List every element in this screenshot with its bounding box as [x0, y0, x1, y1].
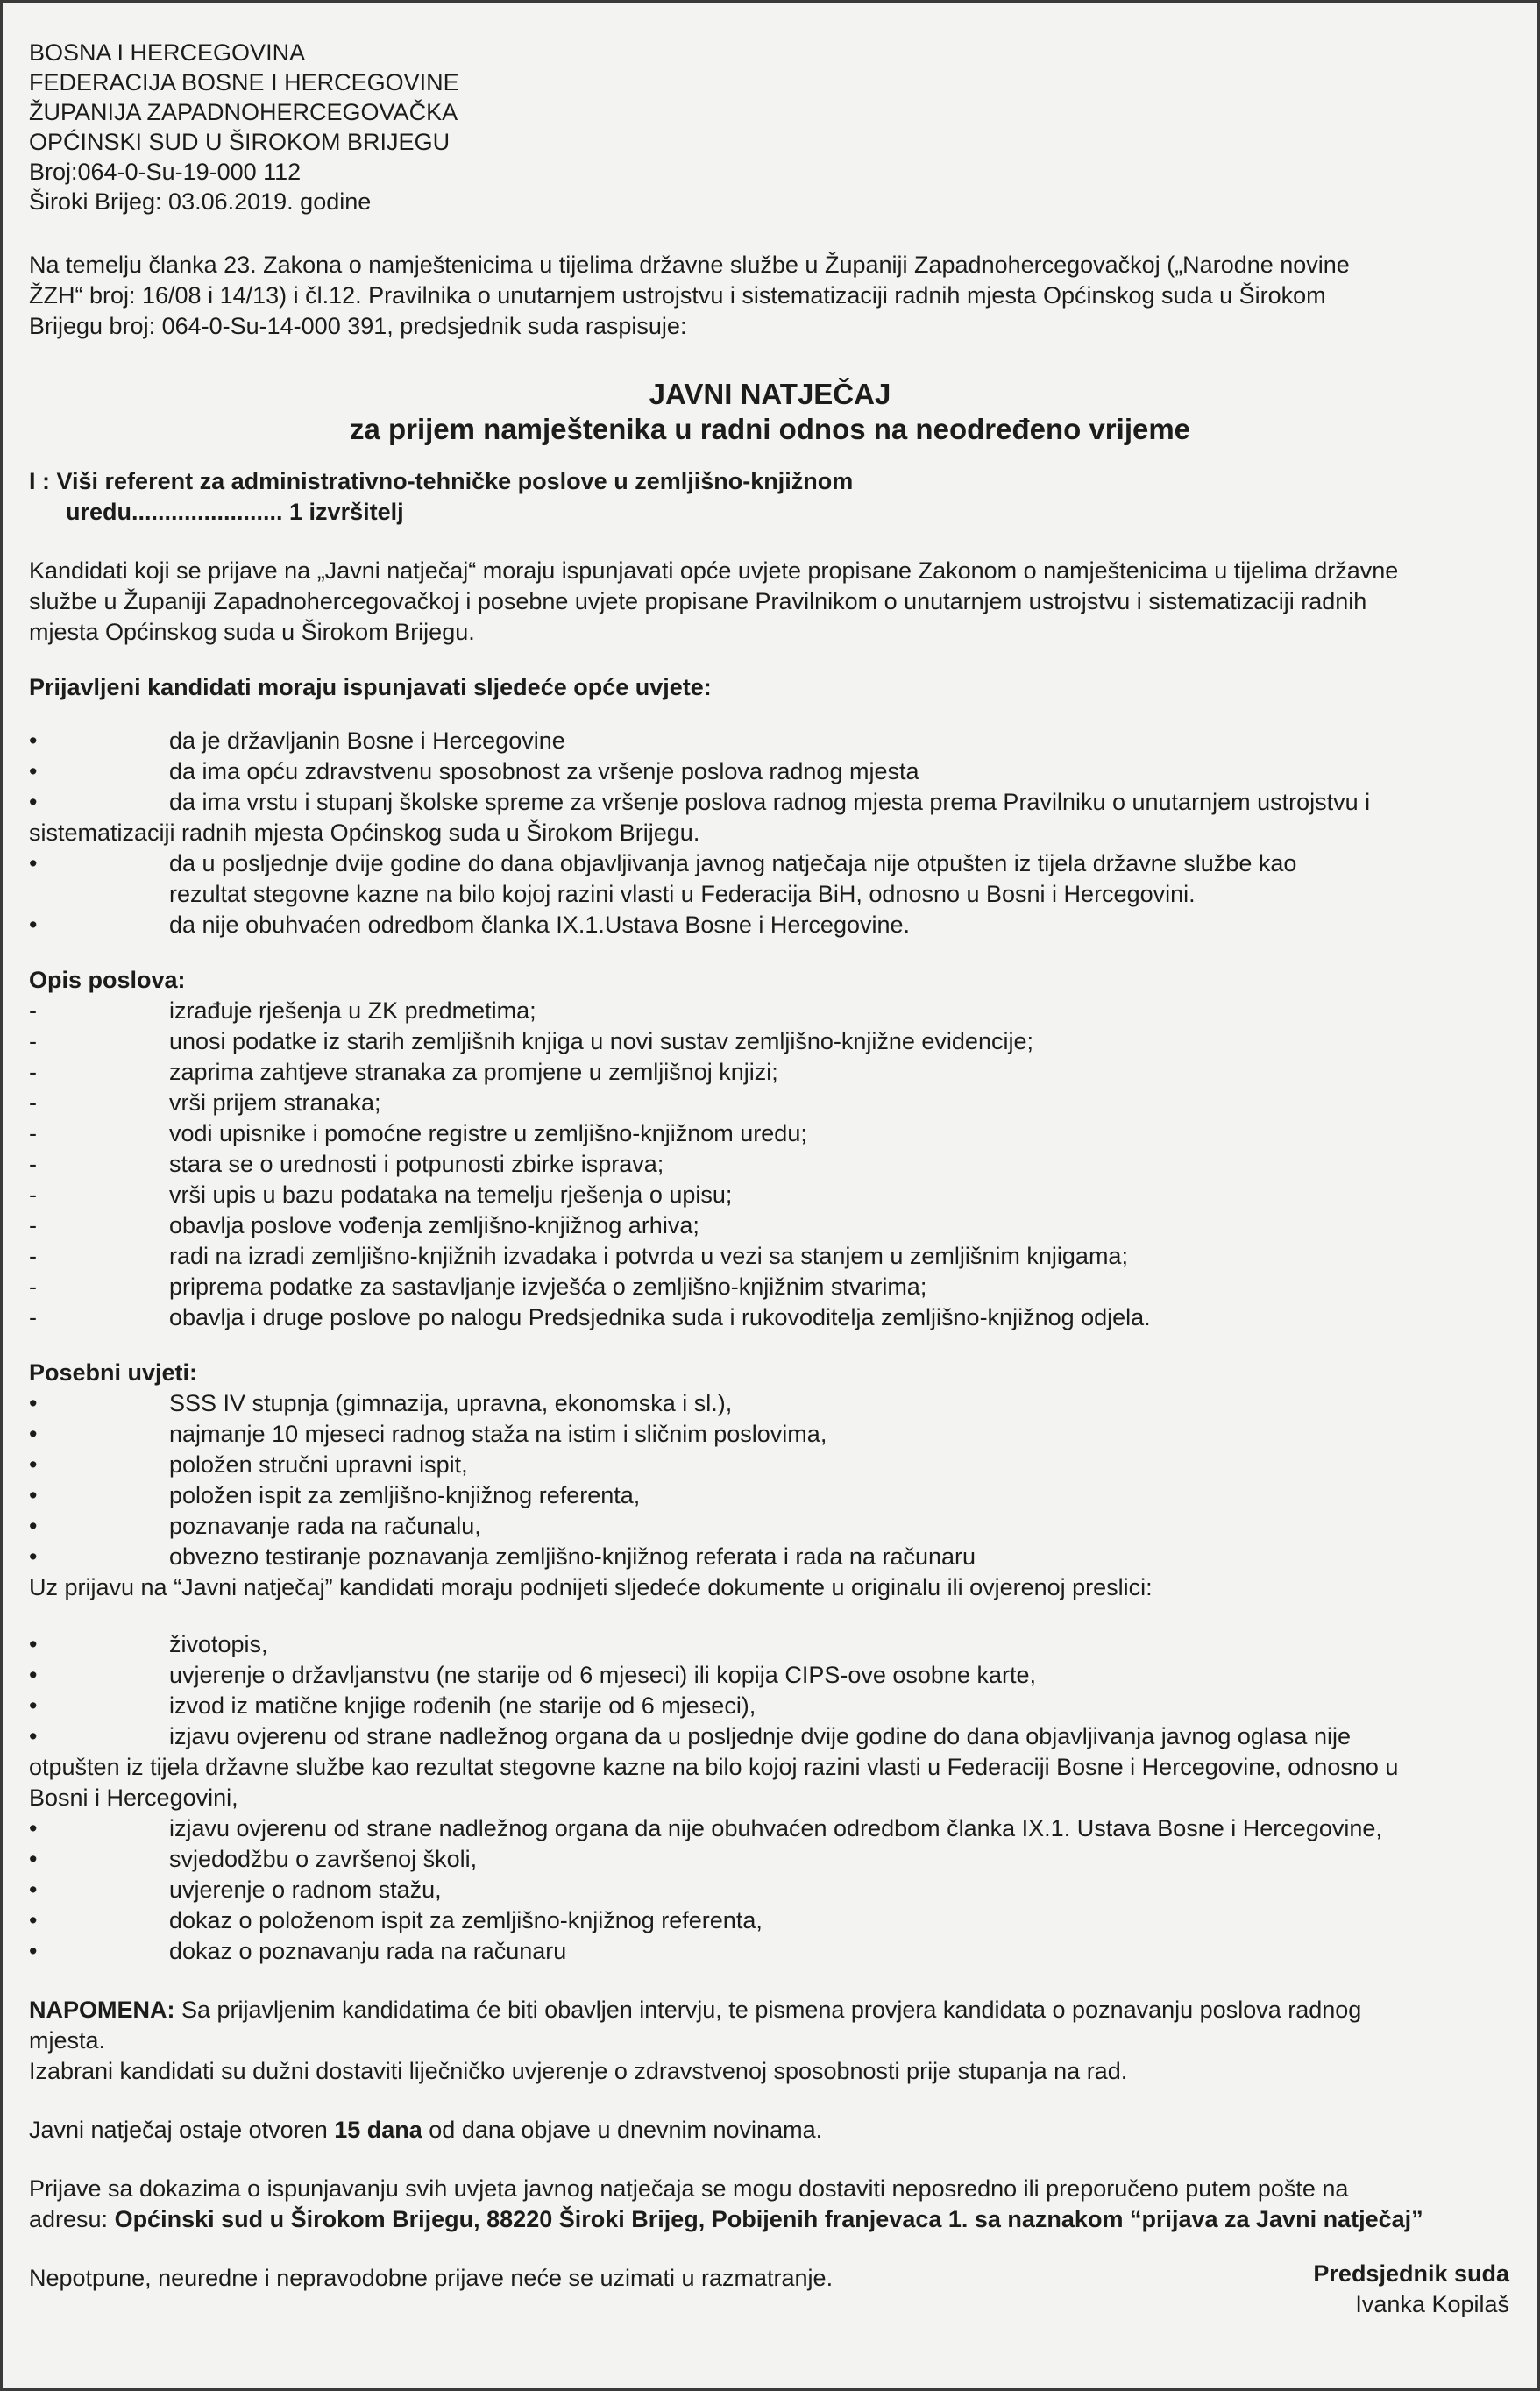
- list-item-text: vrši upis u bazu podataka na temelju rješenja o upisu;: [169, 1181, 733, 1208]
- list-item-text: rezultat stegovne kazne na bilo kojoj razini vlasti u Federacija BiH, odnosno u Bosni i Hercegovini.: [169, 881, 1196, 907]
- bullet-mark: •: [29, 850, 38, 876]
- bullet-mark: •: [29, 1907, 38, 1933]
- special-conditions-heading: Posebni uvjeti:: [29, 1359, 198, 1386]
- incomplete-applications-note: Nepotpune, neuredne i nepravodobne prijave neće se uzimati u razmatranje.: [29, 2265, 834, 2291]
- list-item-text: uvjerenje o državljanstvu (ne starije od 6 mjeseci) ili kopija CIPS-ove osobne karte,: [169, 1662, 1036, 1688]
- list-item-text: zaprima zahtjeve stranaka za promjene u zemljišnoj knjizi;: [169, 1059, 778, 1085]
- bullet-mark: •: [29, 912, 38, 938]
- list-item: [29, 1210, 1511, 1241]
- list-item-text: da nije obuhvaćen odredbom članka IX.1.Ustava Bosne i Hercegovine.: [169, 912, 911, 938]
- list-item-text: da u posljednje dvije godine do dana objavljivanja javnog natječaja nije otpušten iz tijela državne službe kao: [169, 850, 1297, 876]
- bullet-mark: •: [29, 1543, 38, 1570]
- list-item-text: poznavanje rada na računalu,: [169, 1513, 481, 1539]
- submission-line: [29, 2204, 1511, 2235]
- bullet-mark: •: [29, 1662, 38, 1688]
- list-item-text: unosi podatke iz starih zemljišnih knjiga u novi sustav zemljišno-knjižne evidencije;: [169, 1028, 1033, 1054]
- dash-mark: -: [29, 1028, 37, 1054]
- list-item-text: životopis,: [169, 1631, 268, 1657]
- list-item-text: obavlja i druge poslove po nalogu Predsjednika suda i rukovoditelja zemljišno-knjižnog odjela.: [169, 1304, 1151, 1330]
- list-item: [29, 1419, 1511, 1450]
- list-item: [29, 1302, 1511, 1333]
- bullet-mark: •: [29, 1846, 38, 1872]
- list-item: [29, 1905, 1511, 1936]
- list-item: [29, 1241, 1511, 1272]
- list-item-text: najmanje 10 mjeseci radnog staža na istim i sličnim poslovima,: [169, 1421, 827, 1447]
- dash-mark: -: [29, 1089, 37, 1116]
- issuer-header: [29, 38, 1511, 216]
- dash-mark: -: [29, 1059, 37, 1085]
- dash-mark: -: [29, 1274, 37, 1300]
- legal-basis-line: ŽZH“ broj: 16/08 i 14/13) i čl.12. Pravilnika o unutarnjem ustrojstvu i sistematizaciji radnih mjesta Općinskog suda u Širokom: [29, 282, 1326, 309]
- legal-basis-paragraph: [29, 250, 1511, 342]
- bullet-mark: •: [29, 758, 38, 784]
- dash-mark: -: [29, 1243, 37, 1269]
- submission-text: adresu:: [29, 2206, 115, 2232]
- list-item-text: izjavu ovjerenu od strane nadležnog organa da nije obuhvaćen odredbom članka IX.1. Ustava Bosne i Hercegovine,: [169, 1815, 1382, 1841]
- list-item: [29, 756, 1511, 787]
- list-item: [29, 1813, 1511, 1844]
- list-item-continuation: [29, 1752, 1511, 1783]
- note-paragraph: [29, 1995, 1511, 2087]
- deadline-text: Javni natječaj ostaje otvoren: [29, 2117, 335, 2143]
- list-item: [29, 1026, 1511, 1057]
- list-item-text: obavlja poslove vođenja zemljišno-knjižnog arhiva;: [169, 1212, 699, 1238]
- list-item: [29, 1660, 1511, 1691]
- list-item-continuation: [29, 1783, 1511, 1813]
- list-item-text: položen stručni upravni ispit,: [169, 1451, 468, 1478]
- conditions-intro-line: Kandidati koji se prijave na „Javni natječaj“ moraju ispunjavati opće uvjete propisane Zakonom o namještenicima u tijelima državne: [29, 557, 1399, 584]
- list-item: [29, 1691, 1511, 1721]
- deadline-days: 15 dana: [334, 2117, 422, 2143]
- list-item-text: Bosni i Hercegovini,: [29, 1784, 238, 1811]
- list-item-text: izrađuje rješenja u ZK predmetima;: [169, 997, 536, 1024]
- note-text: Sa prijavljenim kandidatima će biti obavljen intervju, te pismena provjera kandidata o poznavanju poslova radnog: [174, 1997, 1362, 2023]
- note-line: Izabrani kandidati su dužni dostaviti liječničko uvjerenje o zdravstvenoj sposobnosti prije stupanja na rad.: [29, 2058, 1128, 2084]
- bullet-mark: •: [29, 789, 38, 815]
- list-item: [29, 1875, 1511, 1905]
- documents-intro: Uz prijavu na “Javni natječaj” kandidati moraju podnijeti sljedeće dokumente u originalu ili ovjerenoj preslici:: [29, 1574, 1153, 1600]
- list-item-text: položen ispit za zemljišno-knjižnog referenta,: [169, 1482, 641, 1508]
- legal-basis-line: Brijegu broj: 064-0-Su-14-000 391, predsjednik suda raspisuje:: [29, 313, 687, 339]
- dash-mark: -: [29, 1120, 37, 1146]
- deadline-text: od dana objave u dnevnim novinama.: [422, 2117, 823, 2143]
- bullet-mark: •: [29, 1482, 38, 1508]
- dash-mark: -: [29, 1151, 37, 1177]
- list-item: [29, 1450, 1511, 1480]
- bullet-mark: •: [29, 1723, 38, 1749]
- court-address: Općinski sud u Širokom Brijegu, 88220 Široki Brijeg, Pobijenih franjevaca 1. sa naznakom “prijava za Javni natječaj”: [114, 2206, 1423, 2232]
- bullet-mark: •: [29, 1815, 38, 1841]
- duties-list: [29, 996, 1511, 1333]
- list-item-text: da ima vrstu i stupanj školske spreme za vršenje poslova radnog mjesta prema Pravilniku o unutarnjem ustrojstvu i: [169, 789, 1371, 815]
- list-item: [29, 1057, 1511, 1088]
- list-item: [29, 910, 1511, 940]
- list-item-text: da ima opću zdravstvenu sposobnost za vršenje poslova radnog mjesta: [169, 758, 919, 784]
- list-item-text: uvjerenje o radnom stažu,: [169, 1877, 442, 1903]
- documents-list: [29, 1629, 1511, 1967]
- note-line: mjesta.: [29, 2027, 106, 2054]
- conditions-intro-paragraph: [29, 556, 1511, 648]
- header-date: Široki Brijeg: 03.06.2019. godine: [29, 188, 372, 215]
- signatory-name: Ivanka Kopilaš: [1355, 2291, 1509, 2317]
- submission-paragraph: [29, 2174, 1511, 2235]
- dash-mark: -: [29, 997, 37, 1024]
- general-conditions-heading: Prijavljeni kandidati moraju ispunjavati sljedeće opće uvjete:: [29, 674, 712, 700]
- list-item: [29, 1272, 1511, 1302]
- dash-mark: -: [29, 1304, 37, 1330]
- header-court: OPĆINSKI SUD U ŠIROKOM BRIJEGU: [29, 129, 451, 155]
- list-item: [29, 1629, 1511, 1660]
- list-item: [29, 1721, 1511, 1752]
- list-item: [29, 1480, 1511, 1511]
- list-item-text: radi na izradi zemljišno-knjižnih izvadaka i potvrda u vezi sa stanjem u zemljišnim knjigama;: [169, 1243, 1128, 1269]
- bullet-mark: •: [29, 1390, 38, 1416]
- signature-block: [1313, 2259, 1509, 2320]
- list-item: [29, 1180, 1511, 1210]
- position-title: [29, 466, 1511, 528]
- list-item-text: izvod iz matične knjige rođenih (ne starije od 6 mjeseci),: [169, 1692, 756, 1719]
- list-item-continuation: [29, 818, 1511, 848]
- list-item: [29, 1844, 1511, 1875]
- list-item-text: izjavu ovjerenu od strane nadležnog organa da u posljednje dvije godine do dana objavljivanja javnog oglasa nije: [169, 1723, 1351, 1749]
- list-item: [29, 726, 1511, 756]
- list-item-text: dokaz o poznavanju rada na računaru: [169, 1938, 567, 1964]
- header-country: BOSNA I HERCEGOVINA: [29, 39, 306, 66]
- notice-title-block: [29, 377, 1511, 447]
- header-reference-number: Broj:064-0-Su-19-000 112: [29, 159, 302, 185]
- signatory-title: Predsjednik suda: [1313, 2260, 1509, 2287]
- list-item: [29, 1088, 1511, 1118]
- bullet-mark: •: [29, 727, 38, 754]
- list-item-text: da je državljanin Bosne i Hercegovine: [169, 727, 565, 754]
- list-item: [29, 1149, 1511, 1180]
- list-item-text: vrši prijem stranaka;: [169, 1089, 381, 1116]
- list-item: [29, 1936, 1511, 1967]
- general-conditions-list: [29, 726, 1511, 940]
- bullet-mark: •: [29, 1692, 38, 1719]
- bullet-mark: •: [29, 1513, 38, 1539]
- list-item-text: dokaz o položenom ispit za zemljišno-knjižnog referenta,: [169, 1907, 763, 1933]
- note-label: NAPOMENA:: [29, 1997, 175, 2023]
- header-canton: ŽUPANIJA ZAPADNOHERCEGOVAČKA: [29, 99, 458, 125]
- conditions-intro-line: mjesta Općinskog suda u Širokom Brijegu.: [29, 619, 475, 645]
- bullet-mark: •: [29, 1938, 38, 1964]
- submission-line: Prijave sa dokazima o ispunjavanju svih uvjeta javnog natječaja se mogu dostaviti neposredno ili preporučeno putem pošte na: [29, 2175, 1349, 2202]
- bullet-mark: •: [29, 1421, 38, 1447]
- duties-heading: Opis poslova:: [29, 967, 186, 993]
- list-item: [29, 1542, 1511, 1572]
- list-item-text: priprema podatke za sastavljanje izvješća o zemljišno-knjižnim stvarima;: [169, 1274, 927, 1300]
- position-title-line: uredu....................... 1 izvršitelj: [66, 499, 404, 525]
- bullet-mark: •: [29, 1877, 38, 1903]
- dash-mark: -: [29, 1212, 37, 1238]
- list-item: [29, 996, 1511, 1026]
- bullet-mark: •: [29, 1451, 38, 1478]
- list-item: [29, 1118, 1511, 1149]
- position-title-line: I : Viši referent za administrativno-tehničke poslove u zemljišno-knjižnom: [29, 468, 854, 494]
- notice-title: JAVNI NATJEČAJ: [649, 378, 891, 410]
- conditions-intro-line: službe u Županiji Zapadnohercegovačkoj i posebne uvjete propisane Pravilnikom o unutarnjem ustrojstvu i sistematizaciji radnih: [29, 588, 1367, 614]
- list-item: [29, 1511, 1511, 1542]
- list-item: [29, 787, 1511, 818]
- list-item-text: obvezno testiranje poznavanja zemljišno-knjižnog referata i rada na računaru: [169, 1543, 976, 1570]
- list-item-continuation: [29, 879, 1511, 910]
- header-federation: FEDERACIJA BOSNE I HERCEGOVINE: [29, 69, 459, 96]
- bullet-mark: •: [29, 1631, 38, 1657]
- notice-subtitle: za prijem namještenika u radni odnos na neodređeno vrijeme: [349, 413, 1191, 445]
- list-item-text: svjedodžbu o završenoj školi,: [169, 1846, 478, 1872]
- list-item-text: otpušten iz tijela državne službe kao rezultat stegovne kazne na bilo kojoj razini vlasti u Federaciji Bosne i Hercegovine, odnosno u: [29, 1754, 1399, 1780]
- list-item-text: SSS IV stupnja (gimnazija, upravna, ekonomska i sl.),: [169, 1390, 733, 1416]
- list-item-text: stara se o urednosti i potpunosti zbirke isprava;: [169, 1151, 664, 1177]
- list-item: [29, 848, 1511, 879]
- legal-basis-line: Na temelju članka 23. Zakona o namještenicima u tijelima državne službe u Županiji Zapadnohercegovačkoj („Narodne novine: [29, 252, 1350, 278]
- list-item-text: sistematizaciji radnih mjesta Općinskog suda u Širokom Brijegu.: [29, 819, 700, 846]
- dash-mark: -: [29, 1181, 37, 1208]
- deadline-paragraph: [29, 2115, 1511, 2146]
- list-item-text: vodi upisnike i pomoćne registre u zemljišno-knjižnom uredu;: [169, 1120, 807, 1146]
- list-item: [29, 1388, 1511, 1419]
- note-line: [29, 1995, 1511, 2026]
- special-conditions-list: [29, 1388, 1511, 1572]
